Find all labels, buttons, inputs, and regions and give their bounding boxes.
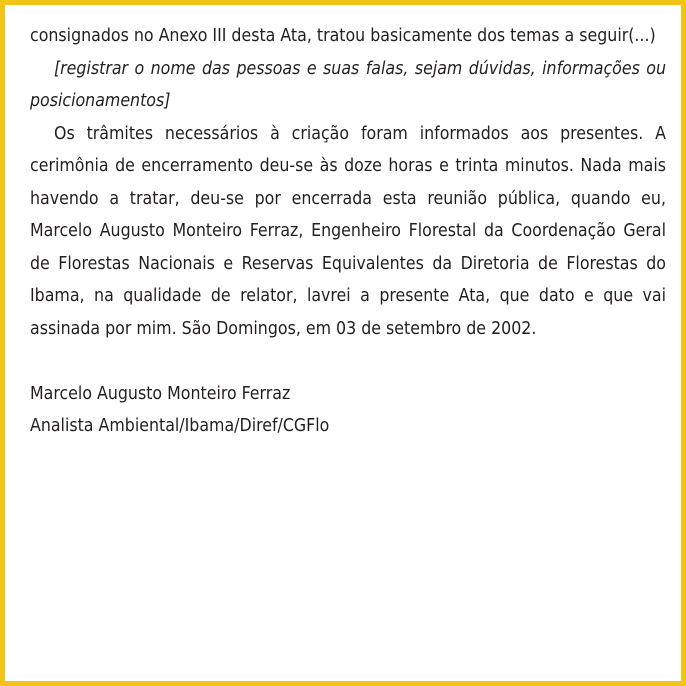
- paragraph-closing-statement: Os trâmites necessários à criação foram informados aos presentes. A cerimônia de encerramento deu-se às doze horas e trinta minutos. Nada mais havendo a tratar, deu-se por encerrada esta reunião pública, quando eu, Marcelo Augusto Monteiro Ferraz, Engenheiro Florestal da Coordenação Geral de Florestas Nacionais e Reservas Equivalentes da Diretoria de Florestas do Ibama, na qualidade de relator, lavrei a presente Ata, que dato e que vai assinada por mim. São Domingos, em 03 de setembro de 2002.: [30, 123, 666, 339]
- paragraph-placeholder-instructions: [registrar o nome das pessoas e suas falas, sejam dúvidas, informações ou posicionamentos]: [30, 58, 666, 111]
- document-body: [30, 20, 666, 443]
- signature-block: [30, 378, 666, 443]
- paragraph-anexo: consignados no Anexo III desta Ata, tratou basicamente dos temas a seguir(...): [30, 26, 656, 46]
- signatory-name: Marcelo Augusto Monteiro Ferraz: [30, 383, 291, 404]
- blank-line: [30, 345, 666, 378]
- signatory-role: Analista Ambiental/Ibama/Diref/CGFlo: [30, 416, 330, 436]
